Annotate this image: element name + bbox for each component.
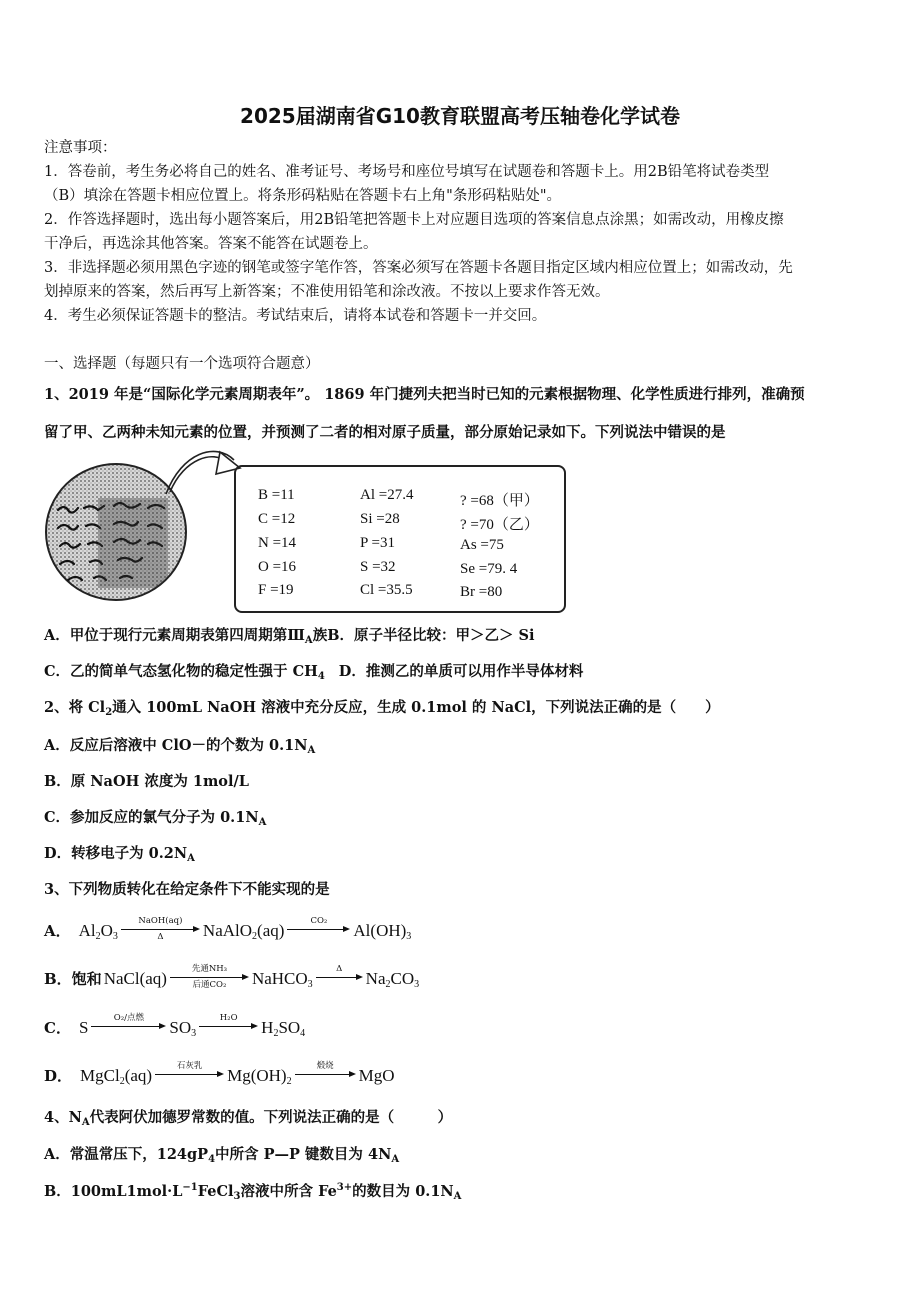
reaction-arrow: CO₂ bbox=[287, 916, 350, 942]
q2-option-b[interactable]: B．原 NaOH 浓度为 1mol/L bbox=[44, 773, 249, 790]
table-cell: Al =27.4 bbox=[360, 487, 414, 503]
notice-line-5: 3．非选择题必须用黑色字迹的钢笔或签字笔作答，答案必须写在答题卡各题目指定区域内相应位置上；如需改动，先 bbox=[44, 260, 793, 276]
table-cell: Si =28 bbox=[360, 511, 400, 527]
reaction-arrow: O₂/点燃 bbox=[91, 1013, 166, 1039]
q4-option-a[interactable]: A．常温常压下，$124gP_4$中所含 P—P 键数目为 $4N_A$ bbox=[44, 1146, 400, 1165]
q1-stem-line-1: 1、2019 年是“国际化学元素周期表年”。 1869 年门捷列夫把当时已知的元素根据物理、化学性质进行排列，准确预 bbox=[44, 386, 805, 403]
notice-line-7: 4．考生必须保证答题卡的整洁。考试结束后，请将本试卷和答题卡一并交回。 bbox=[44, 308, 547, 324]
q1-option-c[interactable]: C．乙的简单气态氢化物的稳定性强于 CH bbox=[44, 663, 318, 680]
table-cell: Br =80 bbox=[460, 584, 503, 600]
q3-option-b[interactable]: B．饱和 NaCl(aq) 先通NH₃ 后通CO₂ NaHCO$_3$ Δ $Na_2CO_3$ bbox=[44, 964, 420, 990]
q1-option-a[interactable]: A．甲位于现行元素周期表第四周期第Ⅲ bbox=[44, 627, 305, 644]
q2-option-c[interactable]: C．参加反应的氯气分子为 $0.1N_A$ bbox=[44, 809, 267, 828]
q4-option-b[interactable]: B．$100mL1mol\cdot L^{-1}FeCl_3$溶液中所含 $Fe^{3+}$的数目为 $0.1N_A$ bbox=[44, 1182, 462, 1202]
table-cell: B =11 bbox=[258, 487, 295, 503]
q4-stem: 4、$N_A$代表阿伏加德罗常数的值。下列说法正确的是（ ） bbox=[44, 1109, 453, 1128]
table-cell: Cl =35.5 bbox=[360, 582, 413, 598]
q2-stem: 2、将 $Cl_2$通入 100mL NaOH 溶液中充分反应，生成 0.1mol 的 NaCl，下列说法正确的是（ ） bbox=[44, 699, 720, 718]
page-title: 2025届湖南省G10教育联盟高考压轴卷化学试卷 bbox=[240, 104, 680, 128]
table-cell: C =12 bbox=[258, 511, 296, 527]
reaction-arrow: 石灰乳 bbox=[155, 1061, 224, 1087]
q1-options-cd: C．乙的简单气态氢化物的稳定性强于 $CH_4$ D．推测乙的单质可以用作半导体材料 bbox=[44, 663, 584, 682]
q2-option-a[interactable]: A．反应后溶液中 ClO－的个数为 $0.1N_A$ bbox=[44, 737, 316, 756]
q1-option-b[interactable]: B．原子半径比较：甲＞乙＞ Si bbox=[327, 627, 535, 644]
q2-option-d[interactable]: D．转移电子为 $0.2N_A$ bbox=[44, 845, 195, 864]
q3-option-c[interactable]: C． S O₂/点燃 $SO_3$ H₂O $H_2SO_4$ bbox=[44, 1013, 306, 1039]
table-cell: Se =79. 4 bbox=[460, 561, 518, 577]
q1-stem-line-2: 留了甲、乙两种未知元素的位置，并预测了二者的相对原子质量，部分原始记录如下。下列说法中错误的是 bbox=[44, 424, 726, 441]
q3-stem: 3、下列物质转化在给定条件下不能实现的是 bbox=[44, 881, 330, 898]
reaction-arrow: Δ bbox=[316, 964, 363, 990]
table-cell: F =19 bbox=[258, 582, 294, 598]
table-cell: As =75 bbox=[460, 537, 504, 553]
table-cell: O =16 bbox=[258, 559, 297, 575]
table-cell: N =14 bbox=[258, 535, 297, 551]
table-cell: ? =68（甲） bbox=[460, 493, 539, 509]
reaction-arrow: NaOH(aq) Δ bbox=[121, 916, 200, 942]
notice-line-3: 2．作答选择题时，选出每小题答案后，用2B铅笔把答题卡上对应题目选项的答案信息点涂黑；如需改动，用橡皮擦 bbox=[44, 212, 784, 228]
q1-option-d[interactable]: D．推测乙的单质可以用作半导体材料 bbox=[338, 663, 584, 680]
notice-line-6: 划掉原来的答案，然后再写上新答案；不准使用铅笔和涂改液。不按以上要求作答无效。 bbox=[44, 284, 610, 300]
table-cell: ? =70（乙） bbox=[460, 517, 539, 533]
element-table bbox=[234, 465, 566, 613]
reaction-arrow: 煅烧 bbox=[295, 1061, 356, 1087]
reaction-arrow: H₂O bbox=[199, 1013, 258, 1039]
q1-options-ab: A．甲位于现行元素周期表第四周期第$Ⅲ_A$族B．原子半径比较：甲＞乙＞ Si bbox=[44, 627, 535, 646]
notice-line-1: 1．答卷前，考生务必将自己的姓名、准考证号、考场号和座位号填写在试题卷和答题卡上。用2B铅笔将试卷类型 bbox=[44, 164, 770, 180]
notice-line-2: （B）填涂在答题卡相应位置上。将条形码粘贴在答题卡右上角"条形码粘贴处"。 bbox=[44, 188, 561, 204]
reaction-arrow: 先通NH₃ 后通CO₂ bbox=[170, 964, 249, 990]
notice-heading: 注意事项： bbox=[44, 140, 117, 156]
table-cell: P =31 bbox=[360, 535, 395, 551]
section-heading: 一、选择题（每题只有一个选项符合题意） bbox=[44, 356, 320, 372]
q3-option-a[interactable]: A． $Al_2O_3$ NaOH(aq) Δ NaAlO$_2$(aq) CO₂ $Al(OH)_3$ bbox=[44, 916, 412, 942]
table-cell: S =32 bbox=[360, 559, 396, 575]
manuscript-image bbox=[44, 448, 244, 608]
q3-option-d[interactable]: D． MgCl$_2$(aq) 石灰乳 $Mg(OH)_2$ 煅烧 MgO bbox=[44, 1061, 395, 1087]
notice-line-4: 干净后，再选涂其他答案。答案不能答在试题卷上。 bbox=[44, 236, 378, 252]
